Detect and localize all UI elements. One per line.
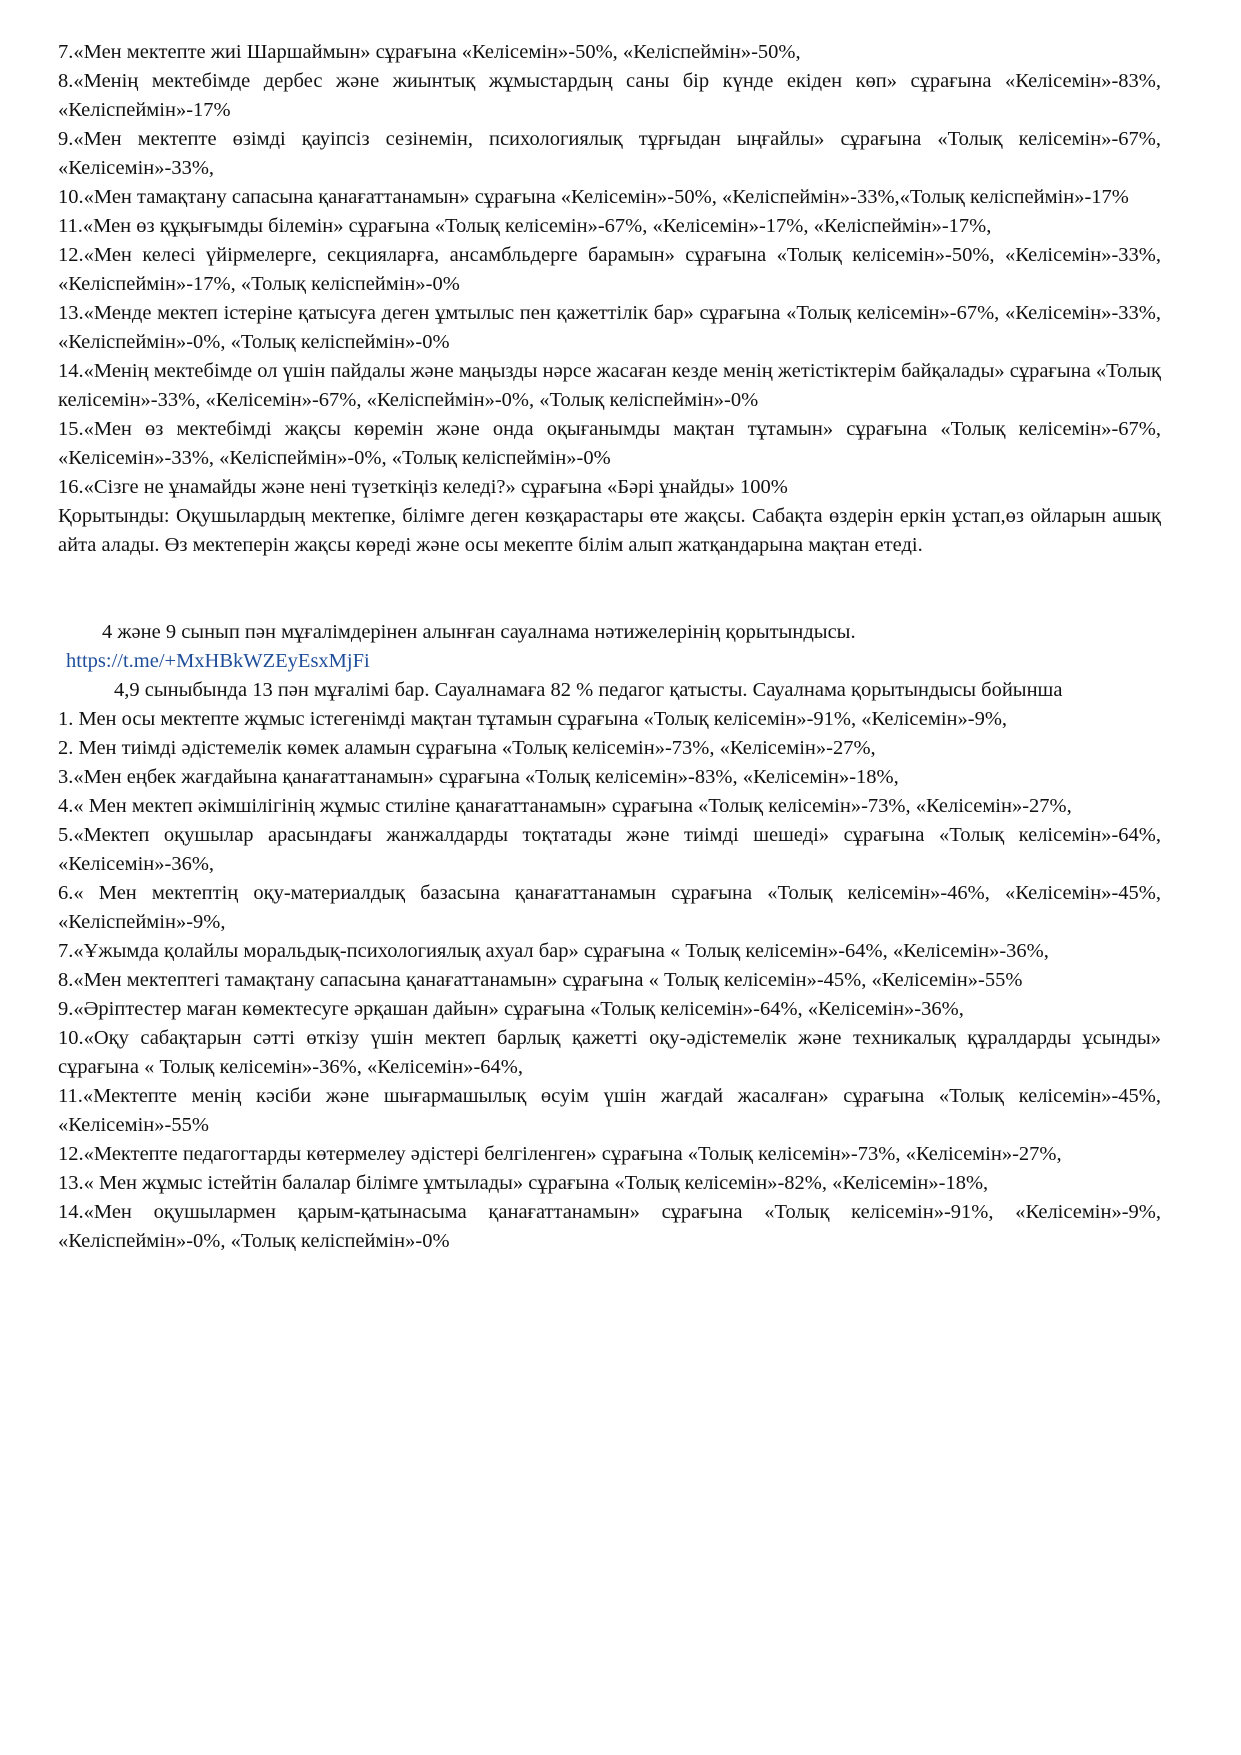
student-survey-item: 13.«Менде мектеп істеріне қатысуға деген ұмтылыс пен қажеттілік бар» сұрағына «Толық келісемін»-67%, «Келісемін»-33%, «Келіспеймін»-0%, «Толық келіспеймін»-0% (58, 302, 1161, 353)
teacher-survey-item: 2. Мен тиімді әдістемелік көмек аламын сұрағына «Толық келісемін»-73%, «Келісемін»-27%, (58, 737, 876, 759)
teacher-survey-item: 7.«Ұжымда қолайлы моральдық-психологиялық ахуал бар» сұрағына « Толық келісемін»-64%, «Келісемін»-36%, (58, 940, 1049, 962)
student-survey-item: 10.«Мен тамақтану сапасына қанағаттанамын» сұрағына «Келісемін»-50%, «Келіспеймін»-33%,«Толық келіспеймін»-17% (58, 186, 1129, 208)
teacher-survey-item: 12.«Мектепте педагогтарды көтермелеу әдістері белгіленген» сұрағына «Толық келісемін»-73%, «Келісемін»-27%, (58, 1143, 1062, 1165)
teacher-survey-item: 11.«Мектепте менің кәсіби және шығармашылық өсуім үшін жағдай жасалған» сұрағына «Толық келісемін»-45%, «Келісемін»-55% (58, 1085, 1161, 1136)
document-page (58, 38, 1161, 1256)
teacher-survey-item: 14.«Мен оқушылармен қарым-қатынасыма қанағаттанамын» сұрағына «Толық келісемін»-91%, «Келісемін»-9%, «Келіспеймін»-0%, «Толық келіспеймін»-0% (58, 1201, 1161, 1252)
section-spacer (58, 560, 1161, 618)
student-survey-section (58, 38, 1161, 560)
student-survey-conclusion: Қорытынды: Оқушылардың мектепке, білімге деген көзқарастары өте жақсы. Сабақта өздерін еркін ұстап,өз ойларын ашық айта алады. Өз мектеперін жақсы көреді және осы мекепте білім алып жатқандарына мақтан етеді. (58, 505, 1161, 556)
student-survey-item: 9.«Мен мектепте өзімді қауіпсіз сезінемін, психологиялық тұрғыдан ыңғайлы» сұрағына «Толық келісемін»-67%, «Келісемін»-33%, (58, 128, 1161, 179)
student-survey-item: 16.«Сізге не ұнамайды және нені түзеткіңіз келеді?» сұрағына «Бәрі ұнайды» 100% (58, 476, 788, 498)
student-survey-item: 14.«Менің мектебімде ол үшін пайдалы және маңызды нәрсе жасаған кезде менің жетістіктерім байқалады» сұрағына «Толық келісемін»-33%, «Келісемін»-67%, «Келіспеймін»-0%, «Толық келіспеймін»-0% (58, 360, 1161, 411)
teacher-survey-item: 8.«Мен мектептегі тамақтану сапасына қанағаттанамын» сұрағына « Толық келісемін»-45%, «Келісемін»-55% (58, 969, 1023, 991)
teacher-survey-item: 6.« Мен мектептің оқу-материалдық базасына қанағаттанамын сұрағына «Толық келісемін»-46%, «Келісемін»-45%, «Келіспеймін»-9%, (58, 882, 1161, 933)
teacher-survey-section (58, 618, 1161, 1256)
teacher-survey-intro: 4,9 сыныбында 13 пән мұғалімі бар. Сауалнамаға 82 % педагог қатысты. Сауалнама қорытындысы бойынша (114, 679, 1063, 701)
teacher-survey-item: 3.«Мен еңбек жағдайына қанағаттанамын» сұрағына «Толық келісемін»-83%, «Келісемін»-18%, (58, 766, 899, 788)
telegram-link[interactable]: https://t.me/+MxHBkWZEyEsxMjFi (66, 650, 370, 672)
teacher-survey-item: 4.« Мен мектеп әкімшілігінің жұмыс стиліне қанағаттанамын» сұрағына «Толық келісемін»-73%, «Келісемін»-27%, (58, 795, 1072, 817)
student-survey-item: 12.«Мен келесі үйірмелерге, секцияларға, ансамбльдерге барамын» сұрағына «Толық келісемін»-50%, «Келісемін»-33%, «Келіспеймін»-17%, «Толық келіспеймін»-0% (58, 244, 1161, 295)
student-survey-item: 7.«Мен мектепте жиі Шаршаймын» сұрағына «Келісемін»-50%, «Келіспеймін»-50%, (58, 41, 801, 63)
student-survey-item: 15.«Мен өз мектебімді жақсы көремін және онда оқығанымды мақтан тұтамын» сұрағына «Толық келісемін»-67%, «Келісемін»-33%, «Келіспеймін»-0%, «Толық келіспеймін»-0% (58, 418, 1161, 469)
teacher-survey-item: 1. Мен осы мектепте жұмыс істегенімді мақтан тұтамын сұрағына «Толық келісемін»-91%, «Келісемін»-9%, (58, 708, 1008, 730)
student-survey-item: 8.«Менің мектебімде дербес және жиынтық жұмыстардың саны бір күнде екіден көп» сұрағына «Келісемін»-83%, «Келіспеймін»-17% (58, 70, 1161, 121)
teacher-survey-item: 13.« Мен жұмыс істейтін балалар білімге ұмтылады» сұрағына «Толық келісемін»-82%, «Келісемін»-18%, (58, 1172, 989, 1194)
teacher-survey-item: 5.«Мектеп оқушылар арасындағы жанжалдарды тоқтатады және тиімді шешеді» сұрағына «Толық келісемін»-64%, «Келісемін»-36%, (58, 824, 1161, 875)
teacher-survey-heading: 4 және 9 сынып пән мұғалімдерінен алынған сауалнама нәтижелерінің қорытындысы. (102, 621, 856, 643)
student-survey-item: 11.«Мен өз құқығымды білемін» сұрағына «Толық келісемін»-67%, «Келісемін»-17%, «Келіспеймін»-17%, (58, 215, 992, 237)
teacher-survey-item: 9.«Әріптестер маған көмектесуге әрқашан дайын» сұрағына «Толық келісемін»-64%, «Келісемін»-36%, (58, 998, 964, 1020)
teacher-survey-item: 10.«Оқу сабақтарын сәтті өткізу үшін мектеп барлық қажетті оқу-әдістемелік және техникалық құралдарды ұсынды» сұрағына « Толық келісемін»-36%, «Келісемін»-64%, (58, 1027, 1161, 1078)
